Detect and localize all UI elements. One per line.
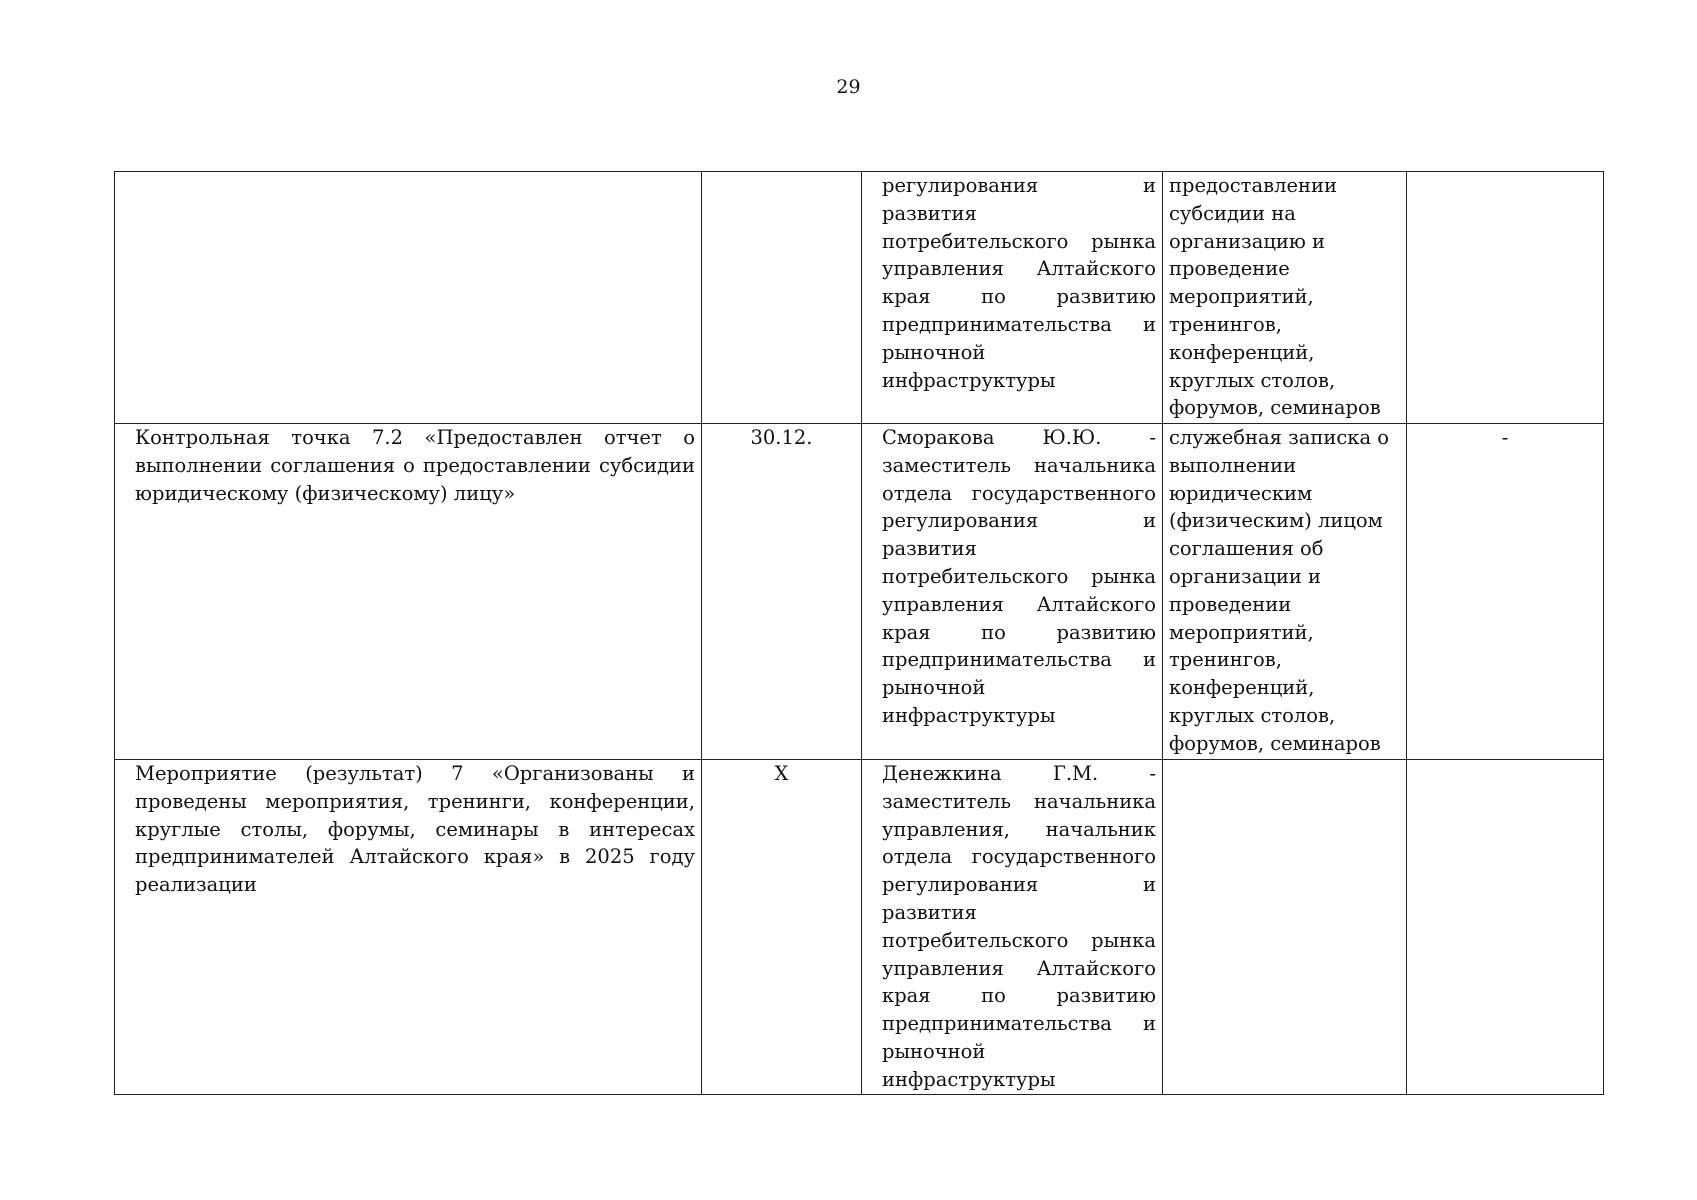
event-text: Контрольная точка 7.2 «Предоставлен отчет о выполнении соглашения о предоставлении субсидии юридическому (физическому) лицу» [135, 426, 695, 505]
responsible-text: Сморакова Ю.Ю. - заместитель начальника отдела государственного регулирования и развития потребительского рынка управления Алтайского края по развитию предпринимательства и рыночной инфраструктуры [882, 426, 1156, 727]
plan-table [114, 171, 1604, 1095]
responsible-cell [862, 172, 1163, 424]
note-text: - [1501, 426, 1509, 449]
note-cell [1407, 172, 1604, 424]
event-text: Мероприятие (результат) 7 «Организованы и проведены мероприятия, тренинги, конференции, круглые столы, форумы, семинары в интересах предпринимателей Алтайского края» в 2025 году реализации [135, 762, 695, 897]
date-cell [702, 172, 862, 424]
date-text: X [774, 762, 789, 785]
responsible-text: Денежкина Г.М. - заместитель начальника управления, начальник отдела государственного регулирования и развития потребительского рынка управления Алтайского края по развитию предпринимательства и рыночной инфраструктуры [882, 762, 1156, 1091]
date-cell [702, 424, 862, 760]
date-text: 30.12. [750, 426, 813, 449]
table-row [115, 172, 1604, 424]
table-row [115, 424, 1604, 760]
note-cell [1407, 760, 1604, 1095]
event-cell [115, 760, 702, 1095]
responsible-text: регулирования и развития потребительского рынка управления Алтайского края по развитию предпринимательства и рыночной инфраструктуры [882, 174, 1156, 392]
event-cell [115, 424, 702, 760]
document-cell [1163, 172, 1407, 424]
responsible-cell [862, 760, 1163, 1095]
note-cell [1407, 424, 1604, 760]
page-number: 29 [836, 76, 861, 98]
document-text: служебная записка о выполнении юридическим (физическим) лицом соглашения об организации и проведении мероприятий, тренингов, конференций, круглых столов, форумов, семинаров [1169, 426, 1390, 755]
responsible-cell [862, 424, 1163, 760]
document-cell [1163, 424, 1407, 760]
document-text: предоставлении субсидии на организацию и проведение мероприятий, тренингов, конференций, круглых столов, форумов, семинаров [1169, 174, 1381, 420]
document-cell [1163, 760, 1407, 1095]
table-row [115, 760, 1604, 1095]
date-cell [702, 760, 862, 1095]
event-cell [115, 172, 702, 424]
